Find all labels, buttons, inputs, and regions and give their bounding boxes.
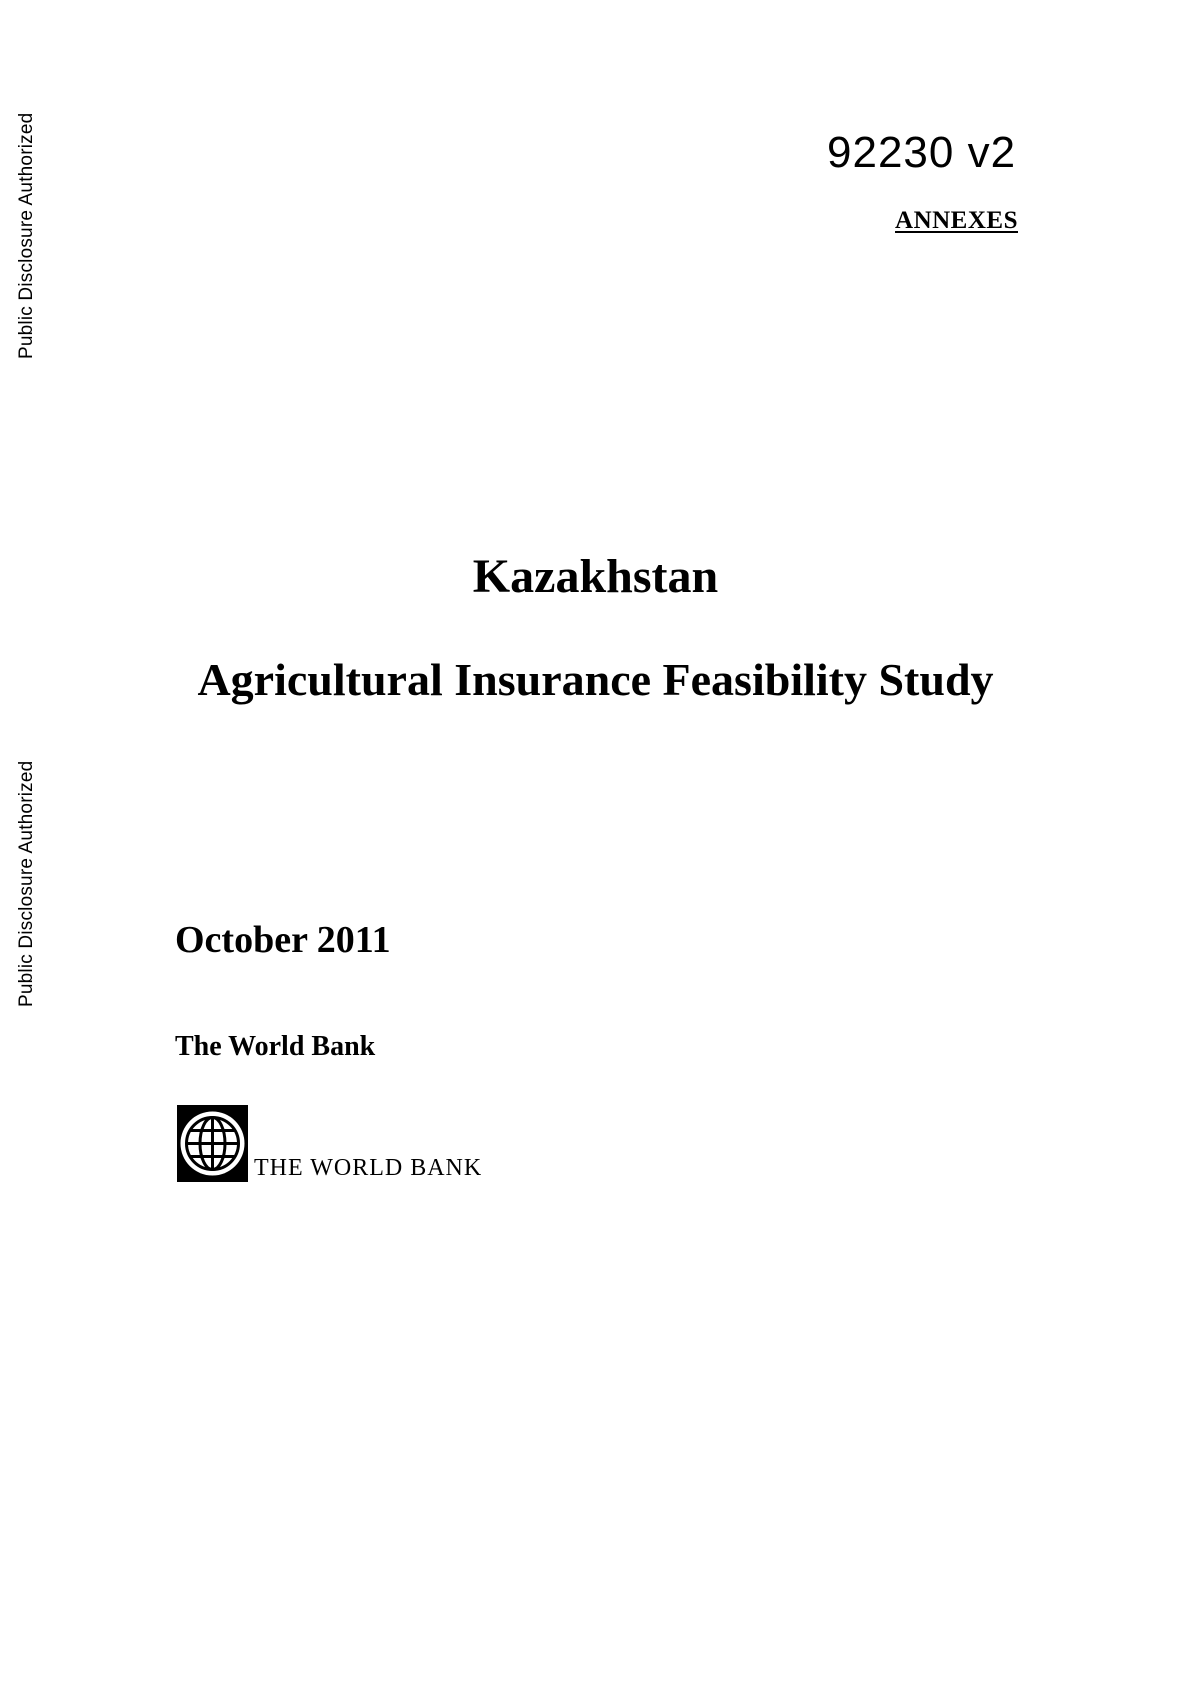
public-disclosure-stamp-top: Public Disclosure Authorized xyxy=(16,112,37,359)
report-title: Kazakhstan xyxy=(472,550,719,603)
publication-date: October 2011 xyxy=(175,919,391,961)
public-disclosure-stamp-middle: Public Disclosure Authorized xyxy=(16,760,37,1007)
world-bank-globe-icon xyxy=(177,1105,248,1182)
annexes-heading: ANNEXES xyxy=(895,207,1018,234)
world-bank-logo-caption: THE WORLD BANK xyxy=(254,1155,483,1181)
document-number: 92230 v2 xyxy=(827,128,1017,177)
publisher-name: The World Bank xyxy=(175,1031,376,1062)
world-bank-logo-row xyxy=(177,1105,482,1182)
report-subtitle: Agricultural Insurance Feasibility Study xyxy=(197,654,994,705)
